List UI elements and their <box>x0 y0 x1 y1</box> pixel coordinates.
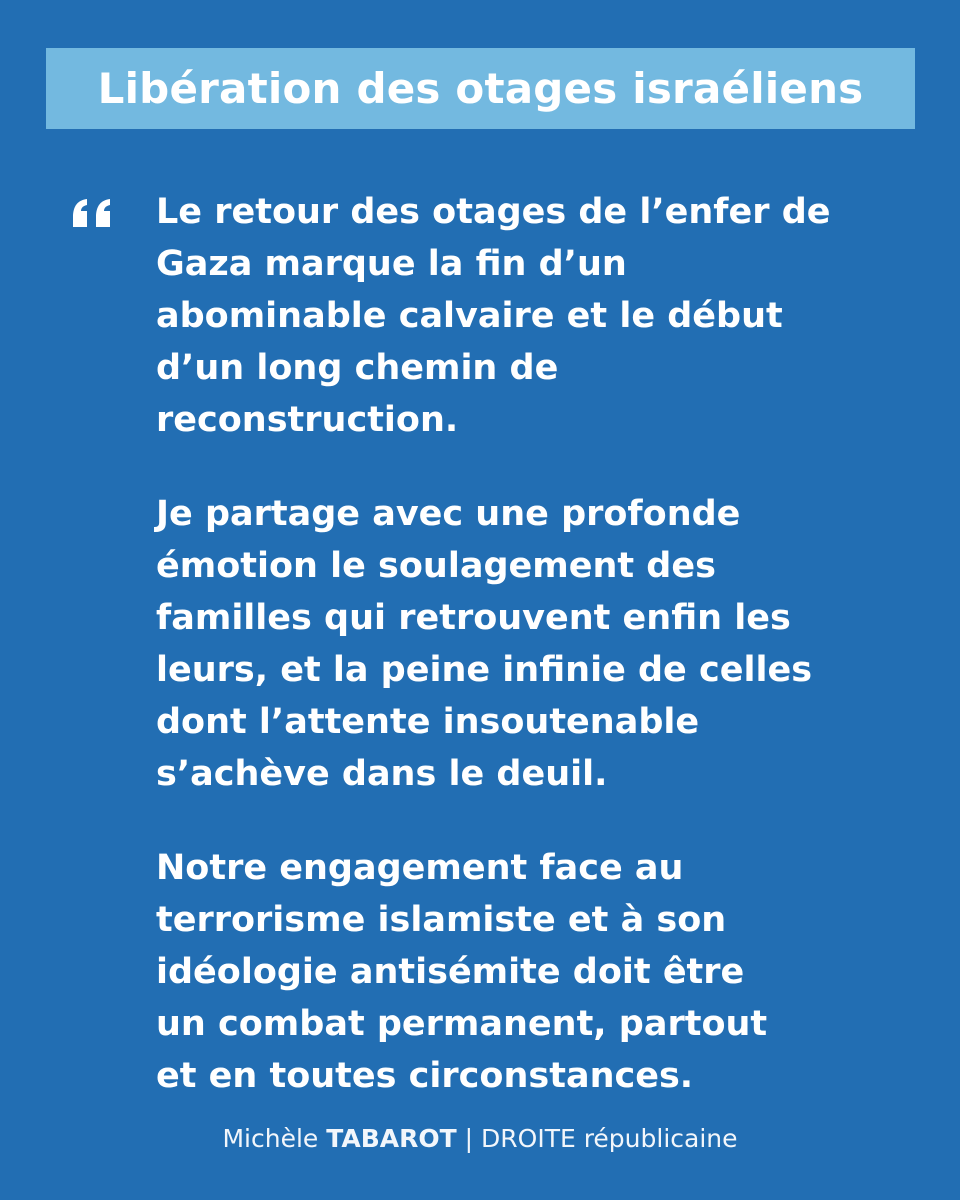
page-title: Libération des otages israéliens <box>97 64 864 113</box>
quote-line: leurs, et la peine infinie de celles <box>156 650 813 690</box>
quote-line: s’achève dans le deuil. <box>156 754 608 794</box>
author-first-name: Michèle <box>222 1124 319 1153</box>
quote-line: Le retour des otages de l’enfer de <box>156 192 831 232</box>
quote-paragraph <box>156 488 876 800</box>
signature <box>0 1124 960 1153</box>
author-last-name: TABAROT <box>326 1124 457 1153</box>
quote-line: reconstruction. <box>156 400 459 440</box>
quote-line: Notre engagement face au <box>156 848 684 888</box>
quote-line: terrorisme islamiste et à son <box>156 900 727 940</box>
quote-line: émotion le soulagement des <box>156 546 716 586</box>
quote-marks-icon <box>70 196 116 230</box>
quote-line: Je partage avec une profonde <box>156 494 741 534</box>
quote-line: abominable calvaire et le début <box>156 296 783 336</box>
signature-separator: | <box>464 1124 474 1153</box>
quote-text <box>156 186 876 1102</box>
quote-line: idéologie antisémite doit être <box>156 952 745 992</box>
quote-line: Gaza marque la fin d’un <box>156 244 627 284</box>
party-name: DROITE républicaine <box>481 1124 738 1153</box>
quote-line: dont l’attente insoutenable <box>156 702 700 742</box>
quote-line: familles qui retrouvent enfin les <box>156 598 791 638</box>
quote-line: d’un long chemin de <box>156 348 559 388</box>
quote-line: et en toutes circonstances. <box>156 1056 694 1096</box>
quote-paragraph <box>156 186 876 446</box>
quote-paragraph <box>156 842 876 1102</box>
quote-line: un combat permanent, partout <box>156 1004 768 1044</box>
title-banner <box>46 48 915 129</box>
